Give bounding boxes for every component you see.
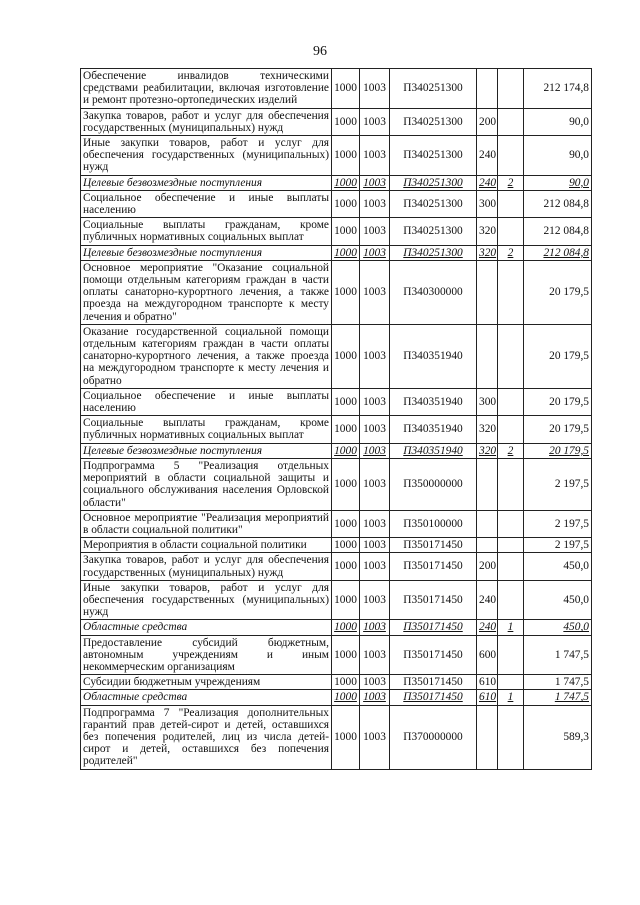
target-article-cell: П350171450 (390, 580, 477, 620)
expense-type-cell (477, 260, 498, 324)
target-article-cell: П340351940 (390, 416, 477, 443)
subsection-code-cell: 1003 (360, 175, 390, 190)
section-code-cell: 1000 (332, 553, 360, 580)
funding-source-cell (498, 190, 524, 217)
amount-cell: 1 747,5 (524, 675, 592, 690)
expense-type-cell: 600 (477, 635, 498, 675)
page-number: 96 (313, 44, 327, 59)
table-row (81, 620, 592, 635)
expense-type-cell: 300 (477, 388, 498, 415)
funding-source-cell (498, 538, 524, 553)
table-row (81, 553, 592, 580)
table-row (81, 190, 592, 217)
expense-type-cell: 320 (477, 245, 498, 260)
subsection-code-cell: 1003 (360, 675, 390, 690)
subsection-code-cell: 1003 (360, 69, 390, 109)
funding-source-cell (498, 136, 524, 176)
amount-cell: 212 084,8 (524, 190, 592, 217)
target-article-cell: П370000000 (390, 705, 477, 769)
section-code-cell: 1000 (332, 580, 360, 620)
section-code-cell: 1000 (332, 69, 360, 109)
row-name-cell: Мероприятия в области социальной политики (81, 538, 332, 553)
table-row (81, 510, 592, 537)
budget-table-body (81, 69, 592, 770)
section-code-cell: 1000 (332, 260, 360, 324)
subsection-code-cell: 1003 (360, 538, 390, 553)
section-code-cell: 1000 (332, 175, 360, 190)
subsection-code-cell: 1003 (360, 580, 390, 620)
expense-type-cell: 240 (477, 136, 498, 176)
row-name-cell: Областные средства (81, 690, 332, 705)
expense-type-cell (477, 324, 498, 388)
row-name-cell: Основное мероприятие "Реализация мероприятий в области социальной политики" (81, 510, 332, 537)
section-code-cell: 1000 (332, 690, 360, 705)
table-row (81, 245, 592, 260)
table-row (81, 108, 592, 135)
row-name-cell: Предоставление субсидий бюджетным, автономным учреждениям и иным некоммерческим организациям (81, 635, 332, 675)
amount-cell: 450,0 (524, 620, 592, 635)
section-code-cell: 1000 (332, 620, 360, 635)
funding-source-cell (498, 69, 524, 109)
amount-cell: 90,0 (524, 175, 592, 190)
section-code-cell: 1000 (332, 510, 360, 537)
subsection-code-cell: 1003 (360, 510, 390, 537)
expense-type-cell: 240 (477, 580, 498, 620)
table-row (81, 175, 592, 190)
subsection-code-cell: 1003 (360, 218, 390, 245)
expense-type-cell: 320 (477, 416, 498, 443)
row-name-cell: Иные закупки товаров, работ и услуг для обеспечения государственных (муниципальных) нужд (81, 580, 332, 620)
table-row (81, 218, 592, 245)
amount-cell: 212 084,8 (524, 218, 592, 245)
funding-source-cell (498, 324, 524, 388)
section-code-cell: 1000 (332, 705, 360, 769)
table-row (81, 705, 592, 769)
row-name-cell: Субсидии бюджетным учреждениям (81, 675, 332, 690)
table-row (81, 69, 592, 109)
funding-source-cell: 2 (498, 175, 524, 190)
row-name-cell: Оказание государственной социальной помощи отдельным категориям граждан в части оплаты санаторно-курортного лечения, а также проезда на междугородном транспорте к месту лечения и обратно (81, 324, 332, 388)
amount-cell: 90,0 (524, 136, 592, 176)
subsection-code-cell: 1003 (360, 108, 390, 135)
table-row (81, 690, 592, 705)
target-article-cell: П340351940 (390, 324, 477, 388)
target-article-cell: П340351940 (390, 443, 477, 458)
subsection-code-cell: 1003 (360, 190, 390, 217)
subsection-code-cell: 1003 (360, 553, 390, 580)
target-article-cell: П340251300 (390, 190, 477, 217)
row-name-cell: Социальное обеспечение и иные выплаты населению (81, 388, 332, 415)
budget-table (80, 68, 592, 770)
expense-type-cell: 200 (477, 108, 498, 135)
section-code-cell: 1000 (332, 443, 360, 458)
target-article-cell: П340251300 (390, 218, 477, 245)
row-name-cell: Закупка товаров, работ и услуг для обеспечения государственных (муниципальных) нужд (81, 108, 332, 135)
amount-cell: 212 084,8 (524, 245, 592, 260)
row-name-cell: Социальные выплаты гражданам, кроме публичных нормативных социальных выплат (81, 218, 332, 245)
target-article-cell: П350100000 (390, 510, 477, 537)
subsection-code-cell: 1003 (360, 245, 390, 260)
subsection-code-cell: 1003 (360, 324, 390, 388)
funding-source-cell: 2 (498, 245, 524, 260)
row-name-cell: Целевые безвозмездные поступления (81, 245, 332, 260)
amount-cell: 20 179,5 (524, 324, 592, 388)
row-name-cell: Подпрограмма 5 "Реализация отдельных мероприятий в области социальной защиты и социального обслуживания населения Орловской области" (81, 458, 332, 510)
row-name-cell: Обеспечение инвалидов техническими средствами реабилитации, включая изготовление и ремонт протезно-ортопедических изделий (81, 69, 332, 109)
target-article-cell: П340251300 (390, 69, 477, 109)
amount-cell: 2 197,5 (524, 458, 592, 510)
subsection-code-cell: 1003 (360, 260, 390, 324)
table-row (81, 580, 592, 620)
row-name-cell: Областные средства (81, 620, 332, 635)
row-name-cell: Иные закупки товаров, работ и услуг для обеспечения государственных (муниципальных) нужд (81, 136, 332, 176)
section-code-cell: 1000 (332, 136, 360, 176)
target-article-cell: П340251300 (390, 136, 477, 176)
subsection-code-cell: 1003 (360, 635, 390, 675)
amount-cell: 2 197,5 (524, 538, 592, 553)
subsection-code-cell: 1003 (360, 388, 390, 415)
expense-type-cell: 300 (477, 190, 498, 217)
table-row (81, 324, 592, 388)
section-code-cell: 1000 (332, 245, 360, 260)
row-name-cell: Подпрограмма 7 "Реализация дополнительных гарантий прав детей-сирот и детей, оставшихся без попечения родителей, лиц из числа детей-сирот и детей, оставшихся без попечения родителей" (81, 705, 332, 769)
amount-cell: 20 179,5 (524, 443, 592, 458)
subsection-code-cell: 1003 (360, 458, 390, 510)
amount-cell: 589,3 (524, 705, 592, 769)
funding-source-cell (498, 416, 524, 443)
table-row (81, 443, 592, 458)
target-article-cell: П350171450 (390, 690, 477, 705)
funding-source-cell (498, 108, 524, 135)
funding-source-cell (498, 705, 524, 769)
amount-cell: 20 179,5 (524, 260, 592, 324)
expense-type-cell (477, 705, 498, 769)
amount-cell: 20 179,5 (524, 388, 592, 415)
funding-source-cell (498, 458, 524, 510)
funding-source-cell (498, 553, 524, 580)
section-code-cell: 1000 (332, 416, 360, 443)
subsection-code-cell: 1003 (360, 416, 390, 443)
section-code-cell: 1000 (332, 324, 360, 388)
section-code-cell: 1000 (332, 190, 360, 217)
amount-cell: 2 197,5 (524, 510, 592, 537)
table-row (81, 388, 592, 415)
amount-cell: 450,0 (524, 580, 592, 620)
subsection-code-cell: 1003 (360, 443, 390, 458)
funding-source-cell (498, 218, 524, 245)
target-article-cell: П340251300 (390, 108, 477, 135)
expense-type-cell (477, 510, 498, 537)
target-article-cell: П350171450 (390, 553, 477, 580)
table-row (81, 538, 592, 553)
row-name-cell: Социальные выплаты гражданам, кроме публичных нормативных социальных выплат (81, 416, 332, 443)
amount-cell: 212 174,8 (524, 69, 592, 109)
expense-type-cell: 610 (477, 675, 498, 690)
subsection-code-cell: 1003 (360, 690, 390, 705)
target-article-cell: П350171450 (390, 675, 477, 690)
table-row (81, 416, 592, 443)
amount-cell: 90,0 (524, 108, 592, 135)
expense-type-cell: 200 (477, 553, 498, 580)
table-row (81, 458, 592, 510)
table-row (81, 635, 592, 675)
table-row (81, 260, 592, 324)
amount-cell: 1 747,5 (524, 635, 592, 675)
expense-type-cell: 240 (477, 620, 498, 635)
subsection-code-cell: 1003 (360, 705, 390, 769)
section-code-cell: 1000 (332, 388, 360, 415)
target-article-cell: П350171450 (390, 538, 477, 553)
target-article-cell: П340251300 (390, 175, 477, 190)
target-article-cell: П340351940 (390, 388, 477, 415)
funding-source-cell (498, 260, 524, 324)
row-name-cell: Социальное обеспечение и иные выплаты населению (81, 190, 332, 217)
expense-type-cell (477, 538, 498, 553)
expense-type-cell (477, 69, 498, 109)
row-name-cell: Целевые безвозмездные поступления (81, 443, 332, 458)
amount-cell: 1 747,5 (524, 690, 592, 705)
target-article-cell: П350000000 (390, 458, 477, 510)
funding-source-cell (498, 388, 524, 415)
target-article-cell: П340300000 (390, 260, 477, 324)
section-code-cell: 1000 (332, 458, 360, 510)
funding-source-cell: 1 (498, 690, 524, 705)
target-article-cell: П340251300 (390, 245, 477, 260)
section-code-cell: 1000 (332, 675, 360, 690)
row-name-cell: Целевые безвозмездные поступления (81, 175, 332, 190)
expense-type-cell: 320 (477, 218, 498, 245)
subsection-code-cell: 1003 (360, 620, 390, 635)
target-article-cell: П350171450 (390, 635, 477, 675)
funding-source-cell: 2 (498, 443, 524, 458)
amount-cell: 450,0 (524, 553, 592, 580)
section-code-cell: 1000 (332, 218, 360, 245)
target-article-cell: П350171450 (390, 620, 477, 635)
row-name-cell: Закупка товаров, работ и услуг для обеспечения государственных (муниципальных) нужд (81, 553, 332, 580)
row-name-cell: Основное мероприятие "Оказание социальной помощи отдельным категориям граждан в части оплаты санаторно-курортного лечения, а также проезда на междугородном транспорте к месту лечения и обратно" (81, 260, 332, 324)
section-code-cell: 1000 (332, 635, 360, 675)
section-code-cell: 1000 (332, 108, 360, 135)
funding-source-cell (498, 675, 524, 690)
expense-type-cell: 610 (477, 690, 498, 705)
funding-source-cell (498, 510, 524, 537)
section-code-cell: 1000 (332, 538, 360, 553)
funding-source-cell (498, 580, 524, 620)
table-row (81, 136, 592, 176)
subsection-code-cell: 1003 (360, 136, 390, 176)
expense-type-cell (477, 458, 498, 510)
expense-type-cell: 240 (477, 175, 498, 190)
expense-type-cell: 320 (477, 443, 498, 458)
amount-cell: 20 179,5 (524, 416, 592, 443)
table-row (81, 675, 592, 690)
funding-source-cell (498, 635, 524, 675)
funding-source-cell: 1 (498, 620, 524, 635)
